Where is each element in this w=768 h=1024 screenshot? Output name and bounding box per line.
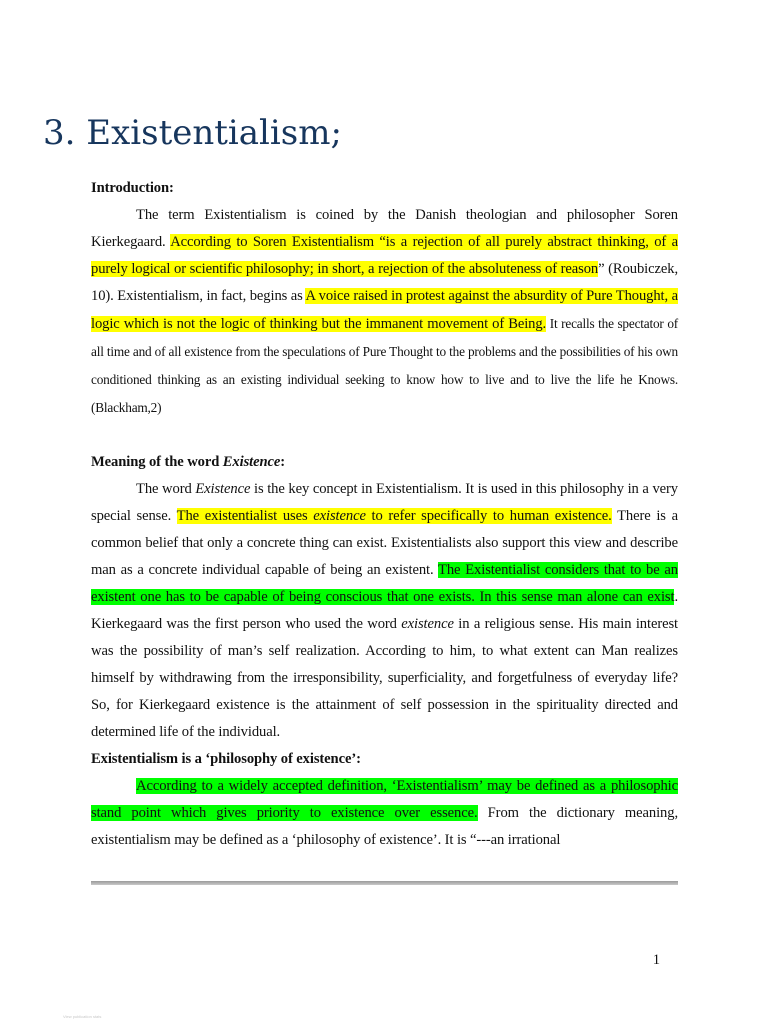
meaning-text-5: in a religious sense. His main interest was the possibility of man’s self realization. According to him, to what extent can Man realizes himself by withdrawing from the irresponsibility, superficiality, and forgetfulness of everyday life? So, for Kierkegaard existence is the attainment of self possession in the spirituality directed and determined life of the individual.	[91, 616, 678, 740]
philosophy-heading: Existentialism is a ‘philosophy of existence’:	[91, 751, 361, 767]
meaning-heading-text: Meaning of the word	[91, 454, 223, 470]
intro-text-3: It recalls the spectator of all time and of all existence from the speculations of Pure Thought to the problems and the possibilities of his own conditioned thinking as an existing individual seeking to know how to live and to live the life he Knows. (Blackham,2)	[91, 316, 679, 415]
intro-highlight-1: According to Soren Existentialism “is a rejection of all purely abstract thinking, of a purely logical or scientific philosophy; in short, a rejection of the absoluteness of reason	[91, 234, 678, 277]
meaning-highlight-emphasis: existence	[313, 508, 366, 524]
meaning-emphasis-2: existence	[401, 616, 454, 632]
philosophy-highlight-green: According to a widely accepted definition, ‘Existentialism’ may be defined as a philosophic stand point which gives priority to existence over essence.	[91, 778, 678, 821]
intro-highlight-2: A voice raised in protest against the absurdity of Pure Thought, a logic which is not the logic of thinking but the immanent movement of Being.	[91, 288, 678, 332]
meaning-text-2: is the key concept in Existentialism. It is used in this philosophy in a very special sense.	[91, 481, 678, 524]
meaning-emphasis-1: Existence	[195, 481, 251, 497]
page-body	[91, 175, 678, 854]
meaning-text-4: . Kierkegaard was the first person who used the word	[91, 589, 678, 632]
page-number: 1	[652, 952, 660, 968]
chapter-title: 3. Existentialism;	[43, 113, 342, 153]
footer-note: View publication stats	[63, 1014, 102, 1019]
philosophy-text-1: From the dictionary meaning, existentialism may be defined as a ‘philosophy of existence’. It is “---an irrational	[91, 805, 678, 848]
meaning-heading	[91, 449, 678, 476]
intro-text-1: The term Existentialism is coined by the Danish theologian and philosopher Soren Kierkegaard.	[91, 207, 678, 250]
meaning-text-1: The word	[136, 481, 196, 497]
meaning-highlight-yellow	[177, 508, 612, 524]
meaning-heading-emphasis: Existence	[222, 454, 281, 470]
introduction-paragraph	[91, 202, 678, 422]
introduction-heading: Introduction:	[91, 180, 174, 196]
meaning-highlight-green: The Existentialist considers that to be an existent one has to be capable of being conscious that one exists. In this sense man alone can exist	[91, 562, 678, 605]
meaning-heading-colon: :	[280, 454, 286, 470]
meaning-text-3: There is a common belief that only a concrete thing can exist. Existentialists also support this view and describe man as a concrete individual capable of being an existent.	[91, 508, 678, 578]
section-spacer	[91, 422, 678, 449]
footer-divider	[91, 881, 678, 885]
meaning-paragraph	[91, 476, 678, 746]
intro-text-2: ” (Roubiczek, 10). Existentialism, in fact, begins as	[91, 261, 678, 304]
meaning-highlight-text-b: to refer specifically to human existence.	[365, 508, 612, 524]
philosophy-paragraph	[91, 773, 678, 854]
meaning-highlight-text-a: The existentialist uses	[176, 508, 314, 524]
